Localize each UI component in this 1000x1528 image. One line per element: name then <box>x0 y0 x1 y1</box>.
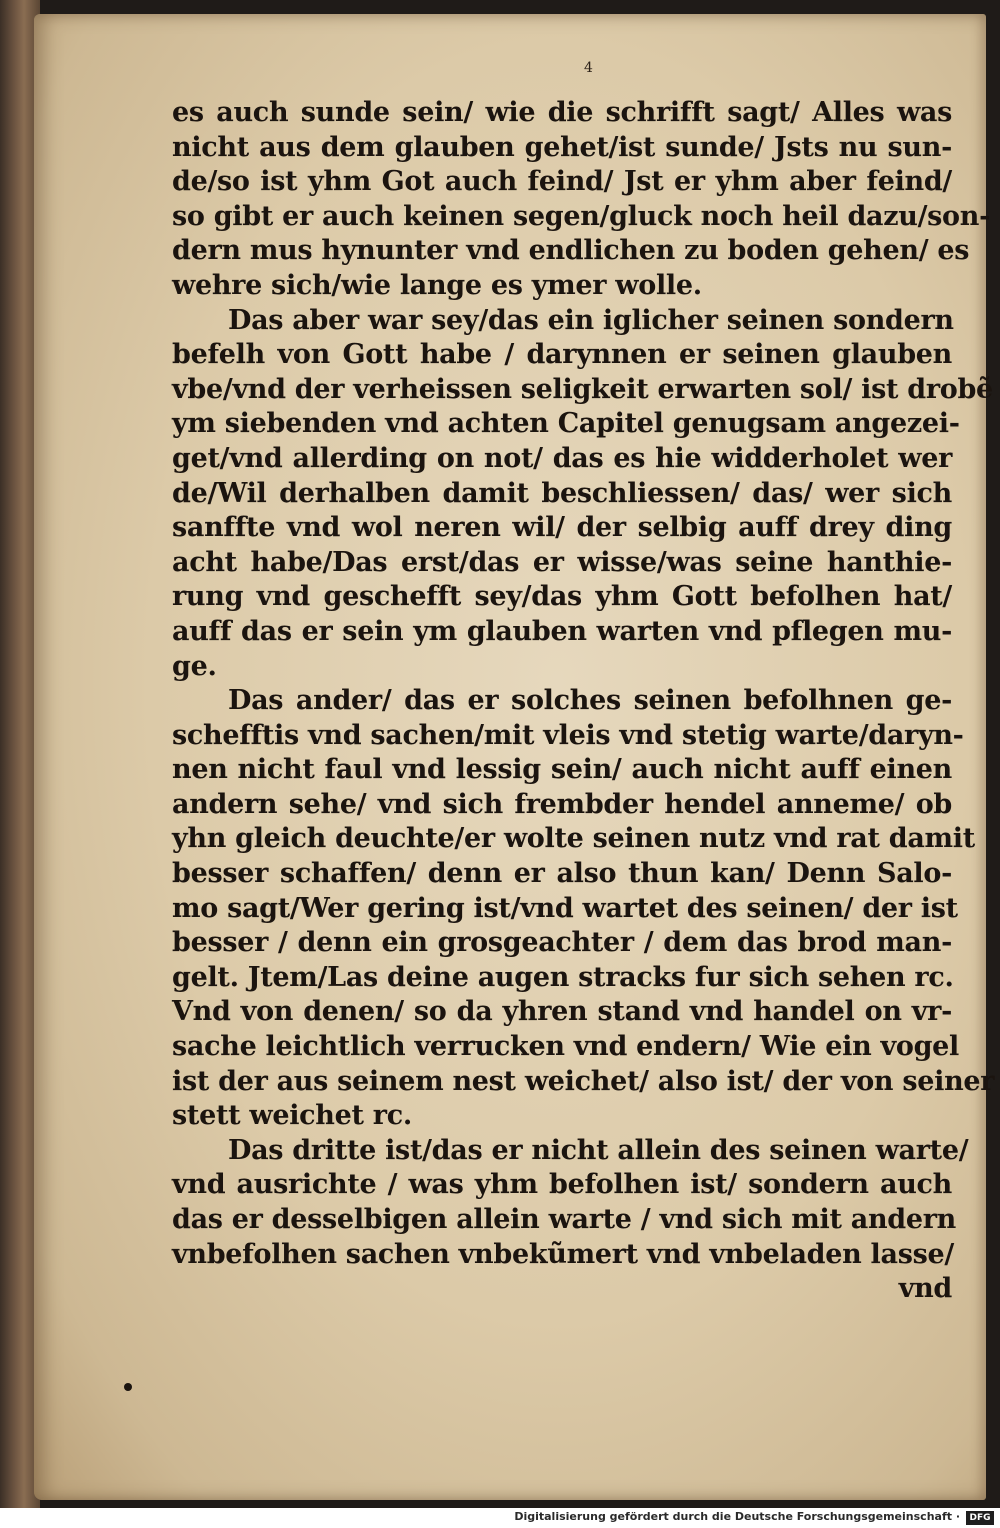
text-line: de/Wil derhalben damit beschliessen/ das/ wer sich <box>172 477 952 509</box>
text-line: stett weichet rc. <box>172 1100 412 1132</box>
text-line: schefftis vnd sachen/mit vleis vnd stetig warte/daryn‑ <box>172 719 964 751</box>
text-line: es auch sunde sein/ wie die schrifft sagt/ Alles was <box>172 97 952 128</box>
text-line: sache leichtlich verrucken vnd endern/ Wie ein vogel <box>172 1031 960 1063</box>
text-line: vnbefolhen sachen vnbekũmert vnd vnbeladen lasse/ <box>172 1238 954 1270</box>
text-line: get/vnd allerding on not/ das es hie widderholet wer <box>172 442 952 474</box>
page-text <box>172 96 995 1307</box>
text-line: nicht aus dem glauben gehet/ist sunde/ Jsts nu sun‑ <box>172 131 952 163</box>
text-line: wehre sich/wie lange es ymer wolle. <box>172 269 702 301</box>
text-line: besser / denn ein grosgeachter / dem das brod man‑ <box>172 927 952 959</box>
text-line: vnd ausrichte / was yhm befolhen ist/ sondern auch <box>172 1169 952 1201</box>
text-line: rung vnd geschefft sey/das yhm Gott befolhen hat/ <box>172 581 952 613</box>
text-line: acht habe/Das erst/das er wisse/was seine hanthie‑ <box>172 546 952 578</box>
text-line: ist der aus seinem nest weichet/ also ist/ der von seiner <box>172 1065 995 1097</box>
text-line: vbe/vnd der verheissen seligkeit erwarten sol/ ist drobẽ <box>172 373 993 405</box>
text-line: sanffte vnd wol neren wil/ der selbig auff drey ding <box>172 512 952 544</box>
text-line: de/so ist yhm Got auch feind/ Jst er yhm aber feind/ <box>172 166 952 198</box>
footer-bar <box>0 1508 1000 1528</box>
text-line: dern mus hynunter vnd endlichen zu boden gehen/ es <box>172 235 970 267</box>
text-line: gelt. Jtem/Las deine augen stracks fur sich sehen rc. <box>172 961 954 993</box>
text-line: Das dritte ist/das er nicht allein des seinen warte/ <box>228 1134 969 1166</box>
page-mark: 4 <box>584 60 593 76</box>
ink-dot <box>124 1383 132 1391</box>
text-line: nen nicht faul vnd lessig sein/ auch nicht auff einen <box>172 754 952 786</box>
funding-credit: Digitalisierung gefördert durch die Deutsche Forschungsgemeinschaft · <box>514 1510 960 1523</box>
text-line: besser schaffen/ denn er also thun kan/ Denn Salo‑ <box>172 858 952 890</box>
text-line: Vnd von denen/ so da yhren stand vnd handel on vr‑ <box>172 996 952 1028</box>
text-line: yhn gleich deuchte/er wolte seinen nutz vnd rat damit <box>172 823 975 855</box>
dfg-logo: DFG <box>966 1511 994 1525</box>
text-line: befelh von Gott habe / darynnen er seinen glauben <box>172 339 952 371</box>
text-line: das er desselbigen allein warte / vnd sich mit andern <box>172 1204 957 1235</box>
text-line: andern sehe/ vnd sich frembder hendel anneme/ ob <box>172 788 952 820</box>
text-line: mo sagt/Wer gering ist/vnd wartet des seinen/ der ist <box>172 892 958 924</box>
text-line: ge. <box>172 650 217 682</box>
text-line: ym siebenden vnd achten Capitel genugsam angezei‑ <box>172 408 960 440</box>
catchword: vnd <box>898 1273 952 1305</box>
text-line: Das ander/ das er solches seinen befolhnen ge‑ <box>228 685 952 717</box>
text-line: so gibt er auch keinen segen/gluck noch heil dazu/son‑ <box>172 200 990 232</box>
text-line: auff das er sein ym glauben warten vnd pflegen mu‑ <box>172 615 952 647</box>
text-line: Das aber war sey/das ein iglicher seinen sondern <box>228 304 954 336</box>
